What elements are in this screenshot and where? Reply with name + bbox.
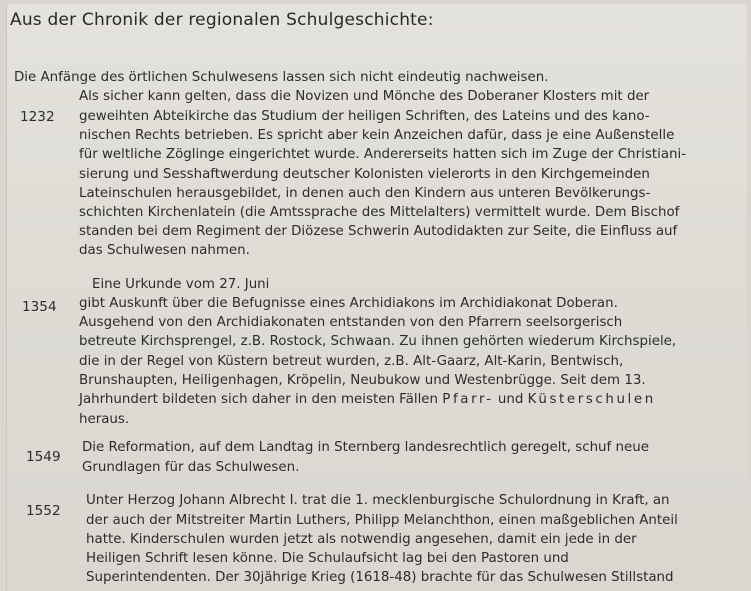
- entry-text-segment: Jahrhundert bildeten sich daher in den meisten Fällen: [79, 392, 439, 407]
- entry-text-line: für weltliche Zöglinge eingerichtet wurde. Andererseits hatten sich im Zuge der Christiani-: [79, 147, 687, 162]
- entry-year: 1552: [26, 503, 61, 519]
- entry-text-line: Grundlagen für das Schulwesen.: [82, 460, 300, 475]
- entry-text-line: hatte. Kinderschulen wurden jetzt als notwendig angesehen, damit ein jede in der: [86, 532, 637, 547]
- entry-text-line: betreute Kirchsprengel, z.B. Rostock, Schwaan. Zu ihnen gehörten wiederum Kirchspiele,: [79, 334, 677, 349]
- entry-year: 1549: [26, 449, 61, 465]
- entry-text-line: die in der Regel von Küstern betreut wurden, z.B. Alt-Gaarz, Alt-Karin, Bentwisch,: [79, 354, 624, 369]
- entry-text-line: Eine Urkunde vom 27. Juni: [92, 277, 270, 292]
- entry-text-line: sierung und Sesshaftwerdung deutscher Kolonisten vielerorts in den Kirchgemeinden: [79, 167, 650, 182]
- spaced-term: Pfarr-: [442, 392, 494, 407]
- entry-text-line: Superintendenten. Der 30jährige Krieg (1618-48) brachte für das Schulwesen Stillstand: [86, 570, 674, 585]
- entry-text-line: geweihten Abteikirche das Studium der heiligen Schriften, des Lateins und des kano-: [79, 109, 650, 124]
- intro-text: Die Anfänge des örtlichen Schulwesens lassen sich nicht eindeutig nachweisen.: [14, 70, 549, 85]
- entry-text-line: heraus.: [79, 412, 130, 427]
- spaced-connector: und: [497, 392, 524, 407]
- entry-text-line: Als sicher kann gelten, dass die Novizen und Mönche des Doberaner Klosters mit der: [79, 89, 650, 104]
- entry-text-line: Die Reformation, auf dem Landtag in Sternberg landesrechtlich geregelt, schuf neue: [82, 440, 649, 455]
- entry-year: 1232: [20, 109, 55, 125]
- entry-text-line: Brunshaupten, Heiligenhagen, Kröpelin, Neubukow und Westenbrügge. Seit dem 13.: [79, 373, 646, 388]
- entry-text-line: nischen Rechts betrieben. Es spricht aber kein Anzeichen dafür, dass je eine Außenstelle: [79, 128, 675, 143]
- entry-text-line: der auch der Mitstreiter Martin Luthers, Philipp Melanchthon, einen maßgeblichen Anteil: [86, 513, 678, 528]
- page-title: Aus der Chronik der regionalen Schulgeschichte:: [10, 10, 434, 30]
- entry-year: 1354: [22, 299, 57, 315]
- entry-text-line: Ausgehend von den Archidiakonaten entstanden von den Pfarrern seelsorgerisch: [79, 315, 623, 330]
- entry-text-line: Heiligen Schrift lesen könne. Die Schulaufsicht lag bei den Pastoren und: [86, 551, 569, 566]
- entry-text-line: das Schulwesen nahmen.: [79, 243, 250, 258]
- entry-text-line: standen bei dem Regiment der Diözese Schwerin Autodidakten zur Seite, die Einfluss auf: [79, 224, 678, 239]
- entry-text-line: Lateinschulen herausgebildet, in denen auch den Kindern aus unteren Bevölkerungs-: [79, 186, 651, 201]
- entry-text-line: schichten Kirchenlatein (die Amtssprache des Mittelalters) vermittelt wurde. Dem Bischof: [79, 205, 680, 220]
- entry-text-line: gibt Auskunft über die Befugnisse eines Archidiakons im Archidiakonat Doberan.: [79, 296, 618, 311]
- entry-text-line: [79, 393, 656, 406]
- entry-text-line: Unter Herzog Johann Albrecht I. trat die 1. mecklenburgische Schulordnung in Kraft, an: [86, 493, 670, 508]
- spaced-term: Küsterschulen: [527, 392, 656, 407]
